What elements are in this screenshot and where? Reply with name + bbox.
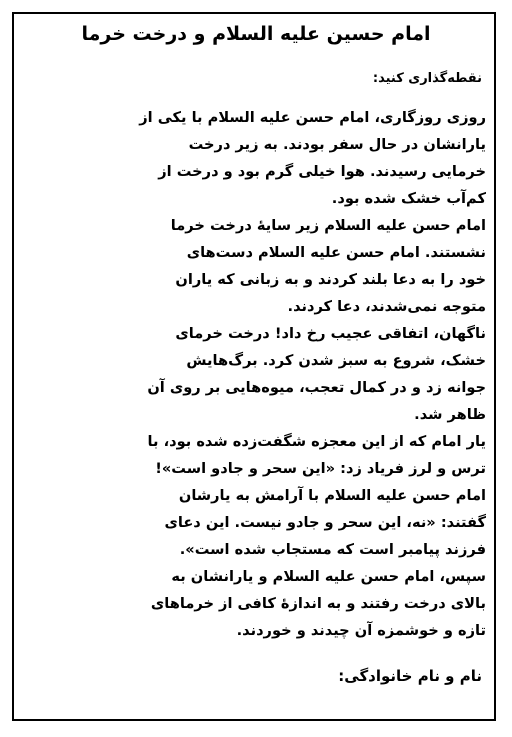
story-line: سپس، امام حسن علیه السلام و یارانشان به — [171, 568, 486, 585]
story-line: نشستند. امام حسن علیه السلام دست‌های — [186, 244, 486, 261]
story-line: خرمایی رسیدند. هوا خیلی گرم بود و درخت از — [158, 163, 486, 180]
story-line: ظاهر شد. — [414, 406, 486, 423]
instruction-label: نقطه‌گذاری کنید: — [372, 71, 482, 86]
story-line: جوانه زد و در کمال تعجب، میوه‌هایی بر روی آن — [147, 379, 486, 396]
story-text — [26, 104, 486, 644]
story-line: ناگهان، اتفاقی عجیب رخ داد! درخت خرمای — [175, 325, 486, 342]
story-line: خشک، شروع به سبز شدن کرد. برگ‌هایش — [186, 352, 486, 369]
story-line: ترس و لرز فریاد زد: «این سحر و جادو است»! — [155, 460, 486, 477]
story-line: فرزند پیامبر است که مستجاب شده است». — [179, 541, 486, 558]
story-line: یار امام که از این معجزه شگفت‌زده شده بود، با — [147, 433, 486, 450]
story-line: خود را به دعا بلند کردند و به زبانی که یاران — [175, 271, 486, 288]
story-line: روزی روزگاری، امام حسن علیه السلام با یکی از — [139, 109, 486, 126]
story-line: بالای درخت رفتند و به اندازهٔ کافی از خرماهای — [150, 595, 486, 612]
story-line: گفتند: «نه، این سحر و جادو نیست. این دعای — [164, 514, 486, 531]
story-line: تازه و خوشمزه آن چیدند و خوردند. — [236, 622, 486, 639]
page-title: امام حسین علیه السلام و درخت خرما — [81, 23, 431, 45]
name-field-label: نام و نام خانوادگی: — [338, 667, 482, 685]
story-line: امام حسن علیه السلام زیر سایهٔ درخت خرما — [170, 217, 486, 234]
story-line: امام حسن علیه السلام با آرامش به یارشان — [178, 487, 486, 504]
story-line: متوجه نمی‌شدند، دعا کردند. — [287, 298, 486, 315]
story-line: یارانشان در حال سفر بودند. به زیر درخت — [188, 136, 486, 153]
story-line: کم‌آب خشک شده بود. — [331, 190, 486, 207]
